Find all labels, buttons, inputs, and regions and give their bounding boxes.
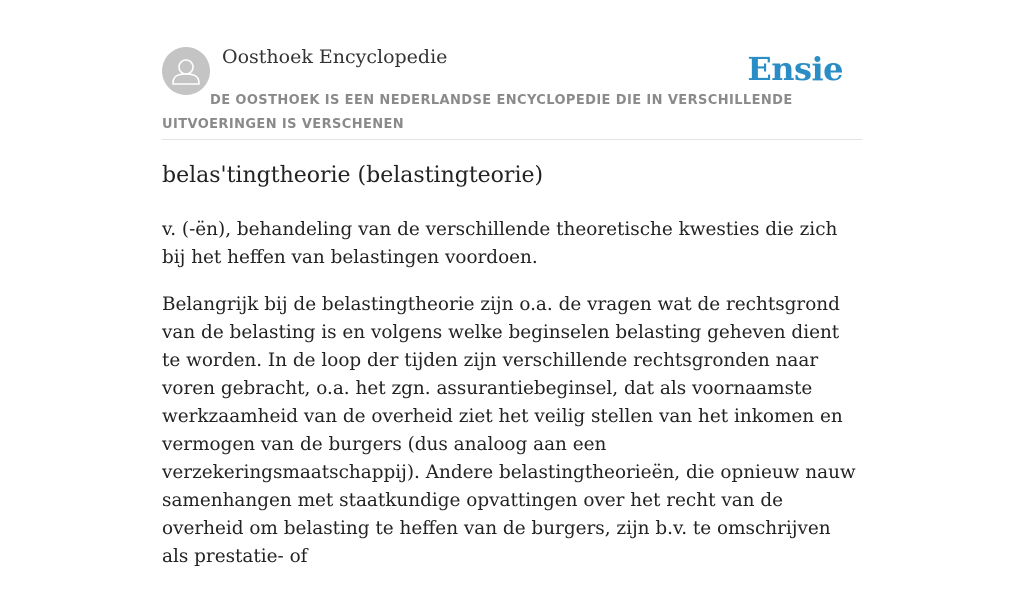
user-icon[interactable] bbox=[162, 47, 210, 95]
article-paragraph: v. (-ën), behandeling van de verschillende theoretische kwesties die zich bij het heffen van belastingen voordoen. bbox=[162, 219, 838, 268]
site-header bbox=[162, 0, 862, 140]
brand-logo[interactable]: Ensie bbox=[747, 50, 843, 88]
source-tagline: DE OOSTHOEK IS EEN NEDERLANDSE ENCYCLOPEDIE DIE IN VERSCHILLENDE UITVOERINGEN IS VERSCHENEN bbox=[162, 93, 793, 132]
source-name[interactable]: Oosthoek Encyclopedie bbox=[222, 46, 448, 68]
article-title: belas'tingtheorie (belastingteorie) bbox=[162, 163, 544, 188]
article-body bbox=[162, 216, 862, 590]
article-page bbox=[162, 0, 862, 567]
article-paragraph: Belangrijk bij de belastingtheorie zijn o.a. de vragen wat de rechtsgrond van de belasting is en volgens welke beginselen belasting geheven dient te worden. In de loop der tijden zijn verschillende rechtsgronden naar voren gebracht, o.a. het zgn. assurantiebeginsel, dat als voornaamste werkzaamheid van de overheid ziet het veilig stellen van het inkomen en vermogen van de burgers (dus analoog aan een verzekeringsmaatschappij). Andere belastingtheorieën, die opnieuw nauw samenhangen met staatkundige opvattingen over het recht van de overheid om belasting te heffen van de burgers, zijn b.v. te omschrijven als prestatie- of bbox=[162, 294, 856, 567]
